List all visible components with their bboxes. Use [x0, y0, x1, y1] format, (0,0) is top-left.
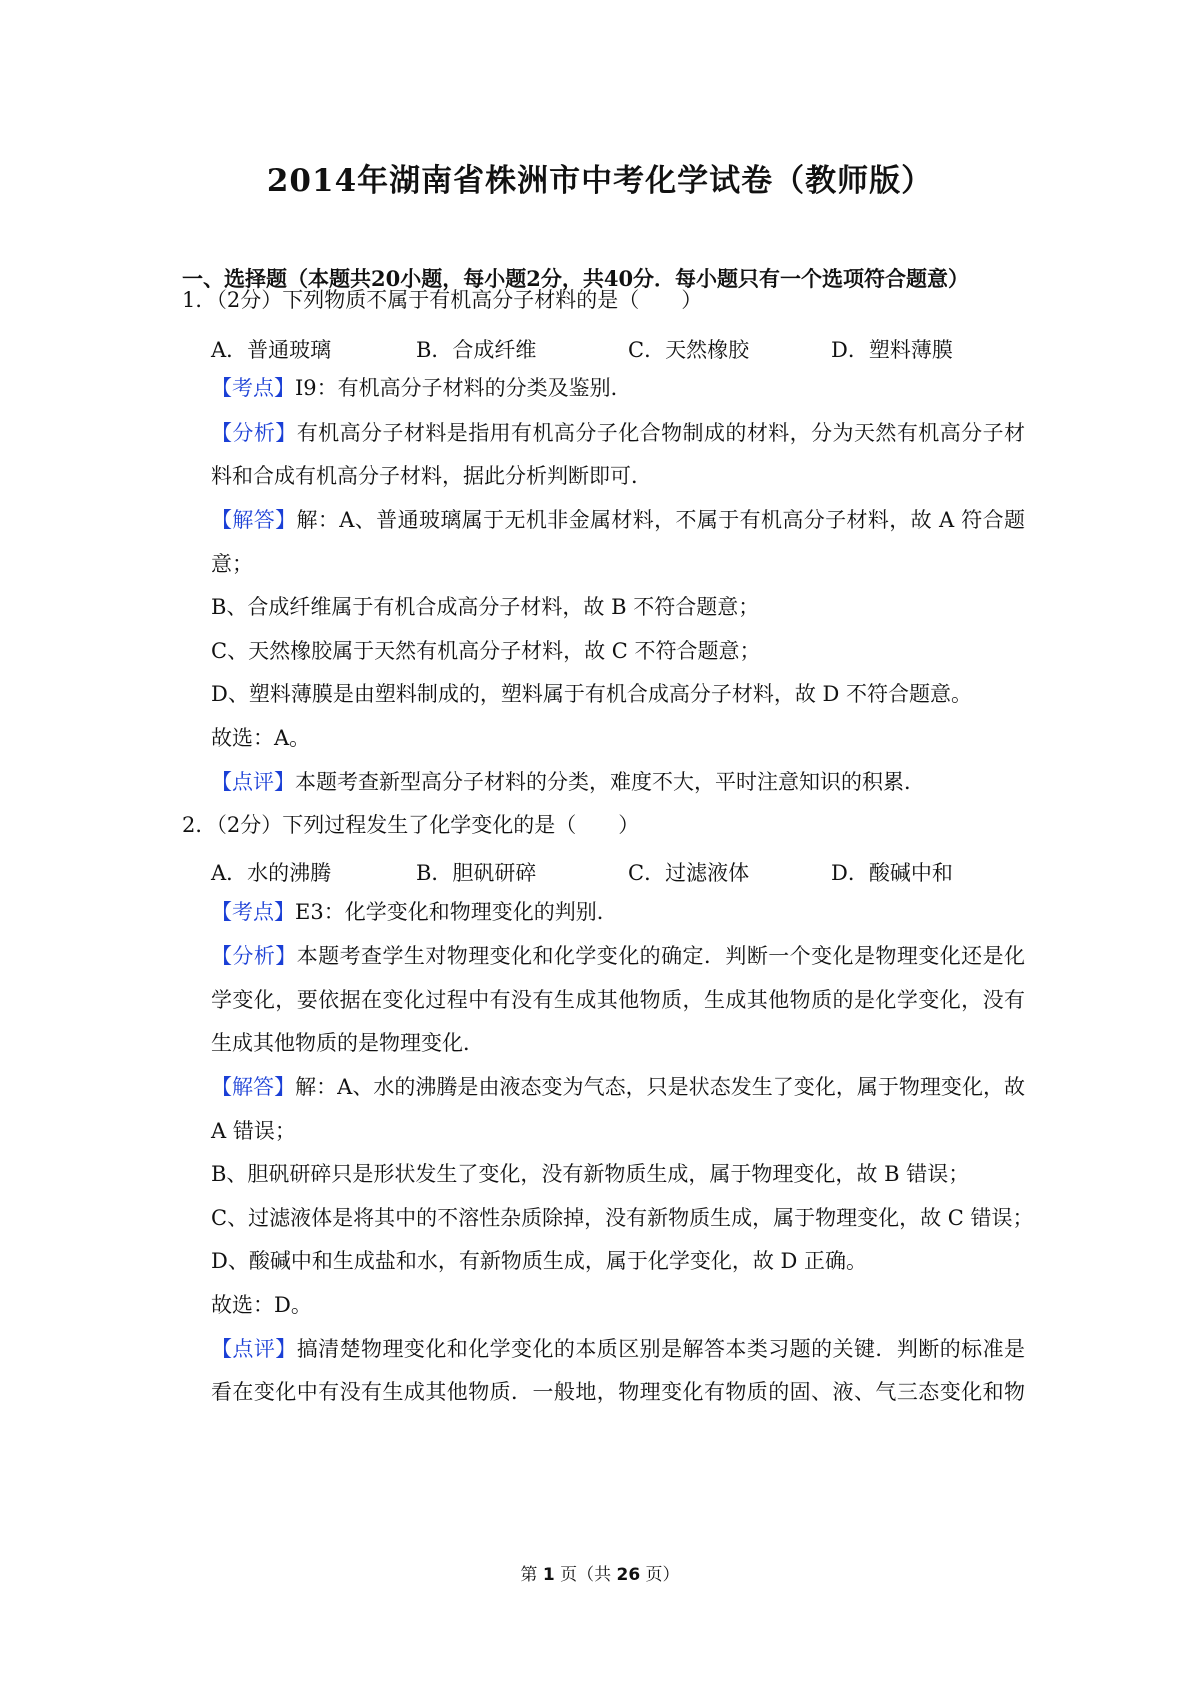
- q2-jieda-b: B、胆矾研碎只是形状发生了变化，没有新物质生成，属于物理变化，故 B 错误；: [211, 1162, 970, 1186]
- fenxi-text: 本题考查学生对物理变化和化学变化的确定．判断一个变化是物理变化还是化: [296, 944, 1026, 968]
- q2-option-d: D．酸碱中和: [831, 861, 953, 885]
- footer-prefix: 第: [520, 1565, 543, 1585]
- q1-fenxi-line-2: 料和合成有机高分子材料，据此分析判断即可．: [211, 464, 652, 488]
- q2-answer: 故选：D。: [211, 1293, 312, 1317]
- q2-fenxi-line-3: 生成其他物质的是物理变化．: [211, 1031, 484, 1055]
- q2-option-a: A．水的沸腾: [211, 861, 332, 885]
- fenxi-tag: 【分析】: [211, 421, 297, 445]
- dianping-tag: 【点评】: [211, 770, 295, 794]
- q1-stem: 1．（2分）下列物质不属于有机高分子材料的是（ ）: [182, 288, 703, 312]
- q2-stem: 2．（2分）下列过程发生了化学变化的是（ ）: [182, 813, 640, 837]
- page-footer: [0, 1560, 1200, 1585]
- footer-middle: 页（共: [554, 1565, 617, 1585]
- q1-option-a: A．普通玻璃: [211, 338, 332, 362]
- document-title: 2014年湖南省株洲市中考化学试卷（教师版）: [266, 163, 934, 199]
- q1-option-b: B．合成纤维: [416, 338, 537, 362]
- jieda-text: 解：A、普通玻璃属于无机非金属材料，不属于有机高分子材料，故 A 符合题: [296, 508, 1026, 532]
- kaodian-text: I9：有机高分子材料的分类及鉴别．: [295, 376, 632, 400]
- section-heading: 一、选择题（本题共20小题，每小题2分，共40分．每小题只有一个选项符合题意）: [182, 266, 970, 291]
- total-pages: 26: [616, 1565, 641, 1585]
- q1-dianping: [211, 767, 925, 797]
- q1-option-d: D．塑料薄膜: [831, 338, 953, 362]
- jieda-tag: 【解答】: [211, 1075, 296, 1099]
- q1-answer: 故选：A。: [211, 726, 311, 750]
- q1-jieda-line-2: 意；: [211, 552, 253, 576]
- kaodian-text: E3：化学变化和物理变化的判别．: [295, 900, 618, 924]
- q1-jieda-b: B、合成纤维属于有机合成高分子材料，故 B 不符合题意；: [211, 595, 760, 619]
- q2-option-c: C．过滤液体: [628, 861, 750, 885]
- jieda-tag: 【解答】: [211, 508, 297, 532]
- q2-kaodian: [211, 897, 618, 927]
- footer-suffix: 页）: [640, 1565, 680, 1585]
- dianping-text: 本题考查新型高分子材料的分类，难度不大，平时注意知识的积累．: [295, 770, 925, 794]
- kaodian-tag: 【考点】: [211, 376, 295, 400]
- fenxi-tag: 【分析】: [211, 944, 297, 968]
- dianping-tag: 【点评】: [211, 1337, 297, 1361]
- q2-jieda-line-2: A 错误；: [211, 1119, 296, 1143]
- q2-fenxi-line-2: 学变化，要依据在变化过程中有没有生成其他物质，生成其他物质的是化学变化，没有: [211, 988, 1025, 1012]
- q1-option-c: C．天然橡胶: [628, 338, 750, 362]
- q2-option-b: B．胆矾研碎: [416, 861, 537, 885]
- q1-fenxi-line-1: [211, 418, 1025, 448]
- q1-jieda-line-1: [211, 505, 1025, 535]
- q1-jieda-d: D、塑料薄膜是由塑料制成的，塑料属于有机合成高分子材料，故 D 不符合题意。: [211, 682, 973, 706]
- dianping-text: 搞清楚物理变化和化学变化的本质区别是解答本类习题的关键．判断的标准是: [296, 1337, 1026, 1361]
- page-number: 1: [542, 1565, 555, 1585]
- q2-jieda-c: C、过滤液体是将其中的不溶性杂质除掉，没有新物质生成，属于物理变化，故 C 错误；: [211, 1206, 1034, 1230]
- q2-dianping-line-2: 看在变化中有没有生成其他物质．一般地，物理变化有物质的固、液、气三态变化和物: [211, 1380, 1025, 1404]
- q2-jieda-d: D、酸碱中和生成盐和水，有新物质生成，属于化学变化，故 D 正确。: [211, 1249, 868, 1273]
- q1-kaodian: [211, 373, 632, 403]
- q2-jieda-line-1: [211, 1072, 1025, 1102]
- q2-fenxi-line-1: [211, 941, 1025, 971]
- jieda-text: 解：A、水的沸腾是由液态变为气态，只是状态发生了变化，属于物理变化，故: [295, 1075, 1025, 1099]
- q1-jieda-c: C、天然橡胶属于天然有机高分子材料，故 C 不符合题意；: [211, 639, 761, 663]
- kaodian-tag: 【考点】: [211, 900, 295, 924]
- fenxi-text: 有机高分子材料是指用有机高分子化合物制成的材料，分为天然有机高分子材: [296, 421, 1026, 445]
- q2-dianping-line-1: [211, 1334, 1025, 1364]
